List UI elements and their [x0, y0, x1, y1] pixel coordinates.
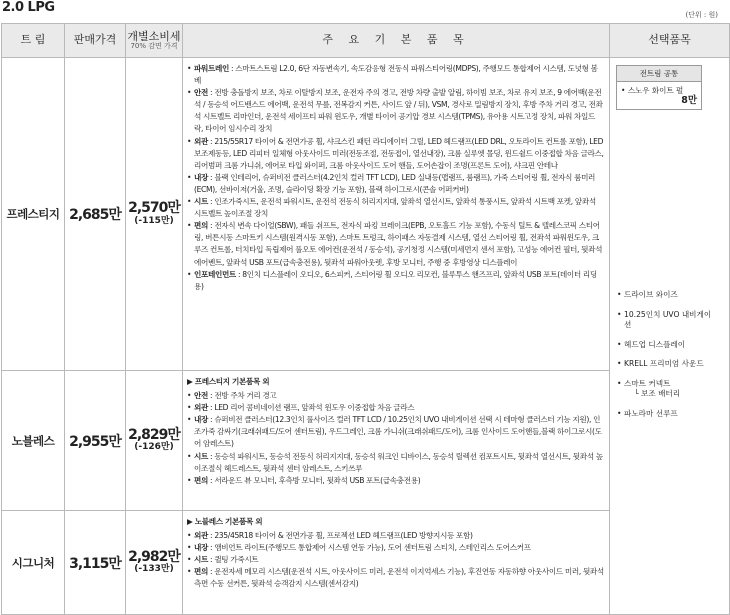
reduced-price	[126, 371, 183, 511]
feature-title: ▶ 프레스티지 기본품목 외	[187, 377, 270, 386]
common-option-box	[616, 65, 702, 110]
feature-item: • 시트 : 동승석 파워시트, 동승석 전동식 허리지지대, 동승석 워크인 디바이스, 동승석 릴렉션 컴포트시트, 뒷좌석 열선시트, 뒷좌석 높이조절식 헤드레스트, 뒷좌석 센터 암레스트, 스키쓰루	[187, 451, 604, 475]
engine-title: 2.0 LPG	[2, 0, 55, 15]
feature-list	[183, 58, 610, 371]
option-column	[610, 58, 730, 615]
unit-note: (단위 : 원)	[685, 11, 718, 19]
feature-item: • 파워트레인 : 스마트스트림 L2.0, 6단 자동변속기, 속도감응형 전동식 파워스티어링(MDPS), 주행모드 통합제어 시스템, 도넛형 봄베	[187, 63, 604, 87]
feature-item: • 외관 : LED 리어 콤비네이션 램프, 앞좌석 윈도우 이중접합 차음 글라스	[187, 402, 604, 414]
option-item: 스마트 커넥트	[624, 378, 671, 388]
feature-item: • 안전 : 전방 충돌방지 보조, 차로 이탈방지 보조, 운전자 주의 경고, 전방 차량 출발 알림, 하이빔 보조, 차로 유지 보조, 9 에어백(운전석 / 동승석 어드밴스드 에어백, 운전석 무릎, 전복감지 커튼, 사이드 앞 / 뒤), VSM, 경사로 밀림방지 장치, 후방 주차 거리 경고, 전좌석 시트벨트 리마인더, 운전석 세이프티 파워 윈도우, 개별 타이어 공기압 경보 시스템(TPMS), 유아용 시트고정 장치, 파워 차일드락, 타이어 임시수리 장치	[187, 87, 604, 135]
trim-name: 프레스티지	[2, 58, 65, 371]
header-options: 선택품목	[610, 24, 730, 58]
header-price: 판매가격	[65, 24, 126, 58]
option-item-group	[617, 379, 713, 400]
header-features: 주 요 기 본 품 목	[183, 24, 610, 58]
option-list	[617, 290, 713, 428]
feature-list	[183, 371, 610, 511]
reduced-price-diff: (-133만)	[134, 564, 174, 575]
feature-item: • 인포테인먼트 : 8인치 디스플레이 오디오, 6스피커, 스티어링 휠 오디오 리모컨, 블루투스 핸즈프리, 앞좌석 USB 포트(데이터 리딩용)	[187, 269, 604, 293]
trim-name: 노블레스	[2, 371, 65, 511]
table-row	[2, 58, 730, 371]
option-item: • KRELL 프리미엄 사운드	[617, 359, 713, 370]
header-trim: 트 림	[2, 24, 65, 58]
feature-item: • 시트 : 인조가죽시트, 운전석 파워시트, 운전석 전동식 허리지지대, 앞좌석 열선시트, 앞좌석 통풍시트, 앞좌석 시트백 포켓, 앞좌석 시트벨트 높이조절 장치	[187, 196, 604, 220]
common-option-price: 8만	[681, 95, 697, 106]
option-item: • 드라이브 와이즈	[617, 290, 713, 301]
option-sub-item: └ 보조 배터리	[634, 389, 681, 398]
reduced-price-diff: (-115만)	[134, 215, 174, 226]
reduced-price-value: 2,570만	[128, 200, 180, 217]
feature-item: • 내장 : 슈퍼비전 클러스터(12.3인치 풀사이즈 컬러 TFT LCD / 10.25인치 UVO 내비게이션 선택 시 테마형 클러스터 기능 지원), 인조가죽 감싸기(크래쉬패드/도어 센터트림), 우드그레인, 크롬 가니쉬(크래쉬패드/도어), 크롬 인사이드 도어핸들,블랙 하이그로시(도어 암레스트)	[187, 414, 604, 450]
reduced-price	[126, 58, 183, 371]
option-item: • 헤드업 디스플레이	[617, 340, 713, 351]
feature-item: • 내장 : 블랙 인테리어, 슈퍼비전 클러스터(4.2인치 컬러 TFT LCD), LED 실내등(맵램프, 룸램프), 가죽 스티어링 휠, 전자식 룸미러(ECM), 선바이저(거울, 조명, 슬라이딩 확장 기능 포함), 블랙 하이그로시(콘솔 어퍼커버)	[187, 172, 604, 196]
feature-item: • 편의 : 전자식 변속 다이얼(SBW), 패들 쉬프트, 전자식 파킹 브레이크(EPB, 오토홀드 기능 포함), 수동식 틸트 & 텔레스코픽 스티어링, 버튼시동 스마트키 시스템(원격시동 포함), 스마트 트렁크, 하이패스 자동결제 시스템, 열선 스티어링 휠, 전좌석 파워윈도우, 크루즈 컨트롤, 터치타입 독립제어 풀오토 에어컨(운전석 / 동승석), 공기청정 시스템(미세먼지 센서 포함), 고성능 에어컨 필터, 뒷좌석 에어벤트, 앞좌석 USB 포트(급속충전용), 뒷좌석 파워아웃렛, 후방 모니터, 주행 중 후방영상 디스플레이	[187, 220, 604, 268]
header-ind-label: 개별소비세	[127, 29, 181, 43]
feature-item: • 안전 : 전방 주차 거리 경고	[187, 390, 604, 402]
header-ind-sub: 70% 감면 가격	[130, 41, 178, 50]
common-option-item: • 스노우 화이트 펄	[621, 86, 684, 95]
sale-price: 3,115만	[65, 511, 126, 615]
price-table	[1, 23, 730, 615]
feature-item: • 외관 : 215/55R17 타이어 & 전면가공 휠, 샤크스킨 패턴 라디에이터 그릴, LED 헤드램프(LED DRL, 오토라이트 컨트롤 포함), LED 보조제동등, LED 리피터 일체형 아웃사이드 미러(전동조절, 전동접이, 열선내장), 크롬 실루엣 몰딩, 윈드쉴드 이중접합 차음 글라스, 리어범퍼 크롬 가니쉬, 에어로 타입 와이퍼, 크롬 아웃사이드 도어 핸들, 도어손잡이 조명(프론트 도어), 샤크핀 안테나	[187, 136, 604, 172]
feature-item: • 시트 : 퀼팅 가죽시트	[187, 554, 604, 566]
header-ind	[126, 24, 183, 58]
reduced-price	[126, 511, 183, 615]
feature-item: • 편의 : 서라운드 뷰 모니터, 후측방 모니터, 뒷좌석 USB 포트(급속충전용)	[187, 475, 604, 487]
feature-item: • 편의 : 운전자세 메모리 시스템(운전석 시트, 아웃사이드 미러, 운전석 이지억세스 기능), 후진연동 자동하향 아웃사이드 미러, 뒷좌석 측면 수동 선커튼, 뒷좌석 승객감지 시스템(센서감지)	[187, 566, 604, 590]
feature-item: • 외관 : 235/45R18 타이어 & 전면가공 휠, 프로젝션 LED 헤드램프(LED 방향지시등 포함)	[187, 530, 604, 542]
trim-name: 시그니처	[2, 511, 65, 615]
common-option-title: 전트림 공통	[617, 66, 701, 82]
reduced-price-diff: (-126만)	[134, 442, 174, 453]
option-item: • 10.25인치 UVO 내비게이션	[617, 310, 713, 331]
sale-price: 2,685만	[65, 58, 126, 371]
feature-list	[183, 511, 610, 615]
sale-price: 2,955만	[65, 371, 126, 511]
option-item: • 파노라마 선루프	[617, 409, 713, 420]
reduced-price-value: 2,982만	[128, 548, 180, 565]
feature-item: • 내장 : 앰비언트 라이트(주행모드 통합제어 시스템 연동 가능), 도어 센터트림 스티치, 스테인리스 도어스커프	[187, 542, 604, 554]
feature-title: ▶ 노블레스 기본품목 외	[187, 517, 263, 526]
reduced-price-value: 2,829만	[128, 426, 180, 443]
